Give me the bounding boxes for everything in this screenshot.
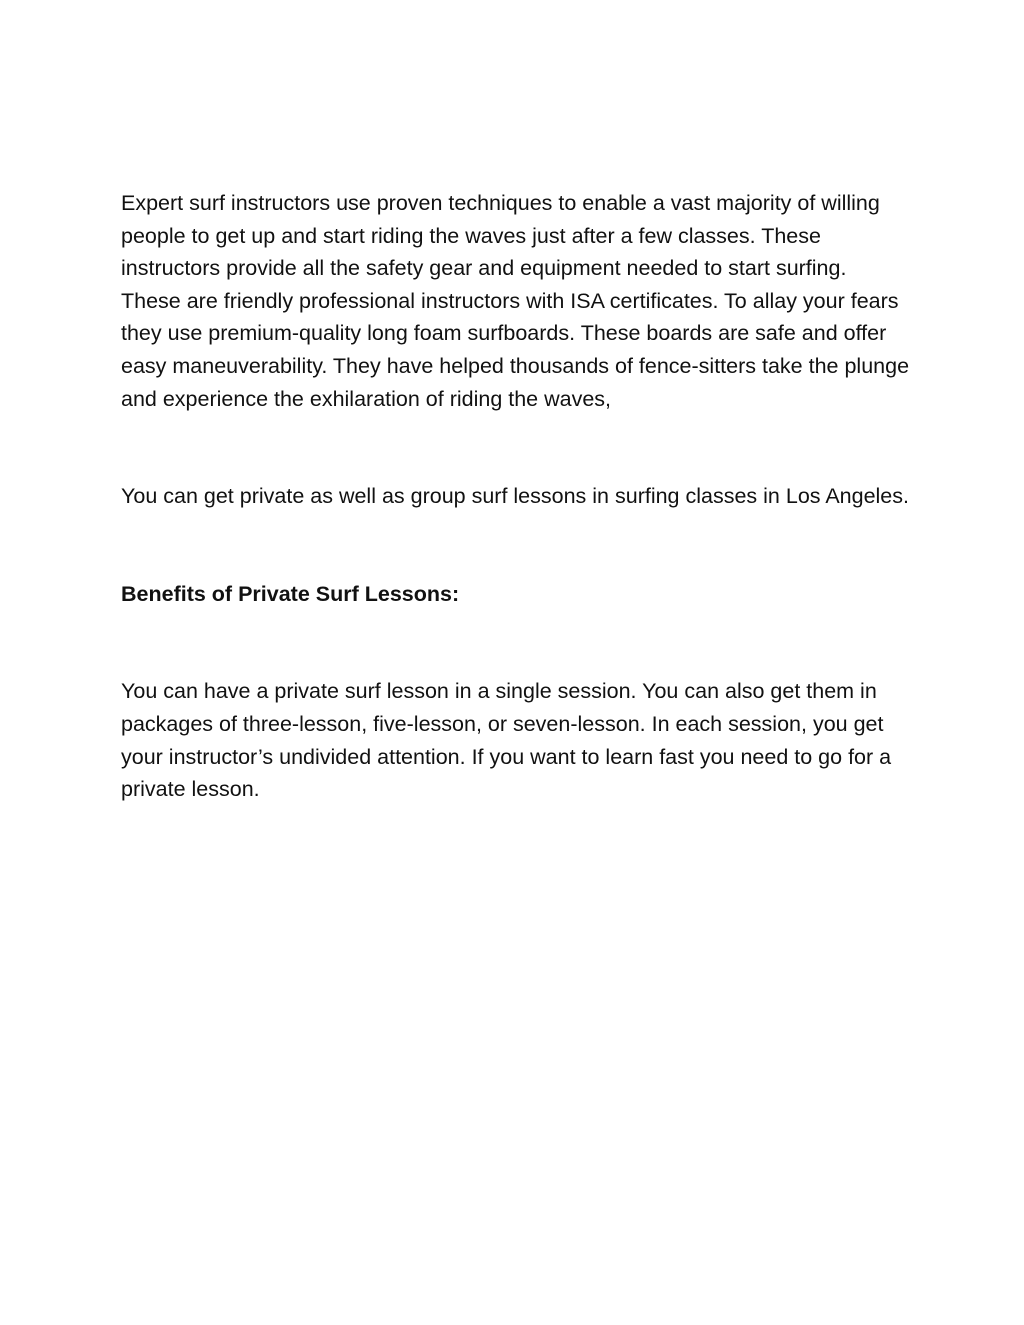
document-body bbox=[121, 187, 911, 806]
paragraph-private-lessons: You can have a private surf lesson in a single session. You can also get them in packages of three-lesson, five-lesson, or seven-lesson. In each session, you get your instructor’s undivided attention. If you want to learn fast you need to go for a private lesson. bbox=[121, 679, 892, 802]
section-heading: Benefits of Private Surf Lessons: bbox=[121, 581, 460, 606]
paragraph-intro: Expert surf instructors use proven techniques to enable a vast majority of willing people to get up and start riding the waves just after a few classes. These instructors provide all the safety gear and equipment needed to start surfing. These are friendly professional instructors with ISA certificates. To allay your fears they use premium-quality long foam surfboards. These boards are safe and offer easy maneuverability. They have helped thousands of fence-sitters take the plunge and experience the exhilaration of riding the waves, bbox=[121, 191, 910, 411]
paragraph-lesson-types: You can get private as well as group surf lessons in surfing classes in Los Angeles. bbox=[121, 484, 909, 509]
